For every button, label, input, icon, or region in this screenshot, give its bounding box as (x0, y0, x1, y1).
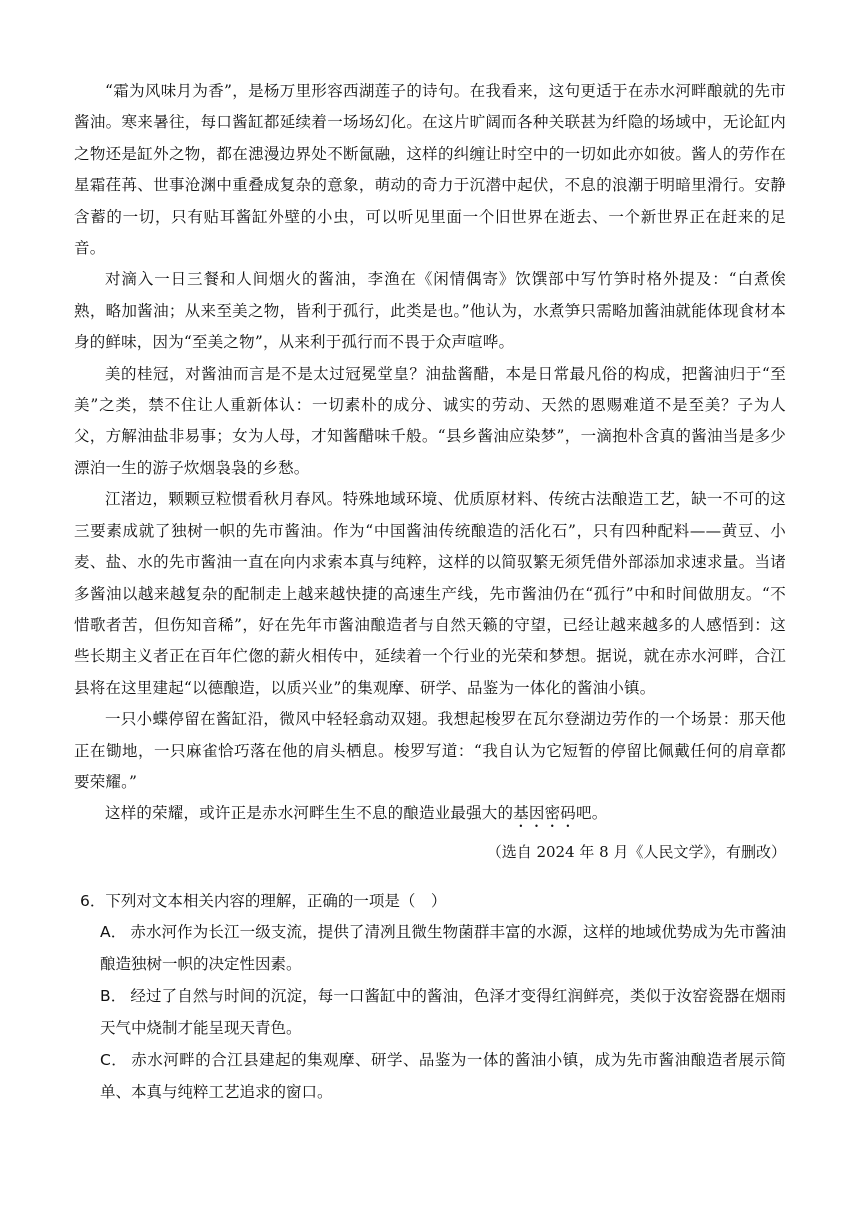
article-paragraph: “霜为风味月为香”，是杨万里形容西湖莲子的诗句。在我看来，这句更适于在赤水河畔酿就的先市酱油。寒来暑往，每口酱缸都延续着一场场幻化。在这片旷阔而各种关联甚为纤隐的场域中，无论缸内之物还是缸外之物，都在漶漫边界处不断氤融，这样的纠缠让时空中的一切如此亦如彼。酱人的劳作在星霜荏苒、世事沧渊中重叠成复杂的意象，萌动的奇力于沉潜中起伏，不息的浪潮于明暗里滑行。安静含蓄的一切，只有贴耳酱缸外壁的小虫，可以听见里面一个旧世界在逝去、一个新世界正在赶来的足音。 (74, 82, 786, 258)
article-paragraph: 美的桂冠，对酱油而言是不是太过冠冕堂皇？油盐酱醋，本是日常最凡俗的构成，把酱油归于“至美”之类，禁不住让人重新体认：一切素朴的成分、诚实的劳动、天然的恩赐难道不是至美？子为人父，方解油盐非易事；女为人母，才知酱醋味千般。“县乡酱油应染梦”，一滴抱朴含真的酱油当是多少漂泊一生的游子炊烟袅袅的乡愁。 (74, 364, 786, 477)
option-text: 赤水河作为长江一级支流，提供了清冽且微生物菌群丰富的水源，这样的地域优势成为先市酱油酿造独树一帜的决定性因素。 (100, 923, 786, 973)
article-paragraph: 江渚边，颗颗豆粒惯看秋月春风。特殊地域环境、优质原材料、传统古法酿造工艺，缺一不可的这三要素成就了独树一帜的先市酱油。作为“中国酱油传统酿造的活化石”，只有四种配料——黄豆、小麦、盐、水的先市酱油一直在向内求索本真与纯粹，这样的以简驭繁无须凭借外部添加求速求量。当诸多酱油以越来越复杂的配制走上越来越快捷的高速生产线，先市酱油仍在“孤行”中和时间做朋友。“不惜歌者苦，但伤知音稀”，好在先年市酱油酿造者与自然天籁的守望，已经让越来越多的人感悟到：这些长期主义者正在百年伫偬的薪火相传中，延续着一个行业的光荣和梦想。据说，就在赤水河畔，合江县将在这里建起“以德酿造，以质兴业”的集观摩、研学、品鉴为一体化的酱油小镇。 (74, 490, 786, 697)
option-a (80, 916, 786, 980)
option-letter: B． (100, 987, 127, 1005)
option-text: 经过了自然与时间的沉淀，每一口酱缸中的酱油，色泽才变得红润鲜亮，类似于汝窑瓷器在烟雨天气中烧制才能呈现天青色。 (100, 987, 786, 1037)
article-paragraph: 对滴入一日三餐和人间烟火的酱油，李渔在《闲情偶寄》饮馔部中写竹笋时格外提及：“白煮俟熟，略加酱油；从来至美之物，皆利于孤行，此类是也。”他认为，水煮笋只需略加酱油就能体现食材本身的鲜味，因为“至美之物”，从来利于孤行而不畏于众声喧哗。 (74, 270, 786, 352)
option-text: 赤水河畔的合江县建起的集观摩、研学、品鉴为一体的酱油小镇，成为先市酱油酿造者展示简单、本真与纯粹工艺追求的窗口。 (100, 1051, 786, 1101)
article-source: （选自 2024 年 8 月《人民文学》，有删改） (486, 843, 786, 862)
option-letter: C． (100, 1051, 128, 1069)
question-stem: 6．下列对文本相关内容的理解，正确的一项是（ ） (80, 892, 447, 910)
article-paragraph: 一只小蝶停留在酱缸沿，微风中轻轻翕动双翅。我想起梭罗在瓦尔登湖边劳作的一个场景：那天他正在锄地，一只麻雀恰巧落在他的肩头栖息。梭罗写道：“我自认为它短暂的停留比佩戴任何的肩章都要荣耀。” (74, 710, 786, 791)
option-c (80, 1044, 786, 1108)
closing-text-before: 这样的荣耀，或许正是赤水河畔生生不息的酿造业最强大的 (105, 804, 514, 823)
option-letter: A． (100, 923, 127, 941)
article-body (74, 76, 786, 867)
question-6 (80, 886, 786, 1108)
article-closing-paragraph (74, 798, 786, 831)
emphasized-phrase: 基因密码 (513, 804, 577, 823)
closing-text-after: 吧。 (576, 804, 608, 823)
option-b (80, 980, 786, 1044)
